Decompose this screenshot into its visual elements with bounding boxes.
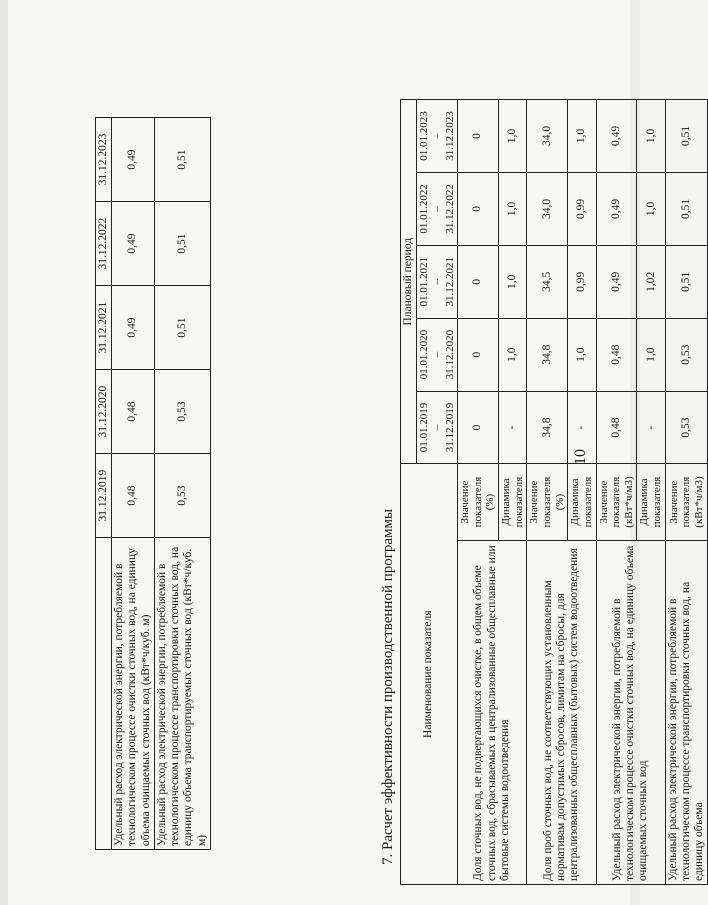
table-cell: 1,0 <box>637 318 665 391</box>
table-cell: 0 <box>458 391 499 464</box>
table-cell: 0 <box>458 318 499 391</box>
table-row <box>596 100 637 885</box>
table-cell: 34,0 <box>527 172 568 245</box>
header-blank-cell <box>96 538 112 850</box>
table-cell: 0,49 <box>112 202 155 286</box>
table-cell: 1,0 <box>568 318 596 391</box>
table-cell: 1,0 <box>499 100 527 173</box>
table-row <box>665 100 708 885</box>
table-cell: 34,8 <box>527 391 568 464</box>
table-cell: 0,48 <box>112 370 155 454</box>
efficiency-table <box>400 99 708 885</box>
efficiency-header-row-1 <box>401 100 417 885</box>
period-header: 01.01.2020 – 31.12.2020 <box>417 318 458 391</box>
table-cell: 34,5 <box>527 245 568 318</box>
year-header: 31.12.2019 <box>96 454 112 538</box>
table-cell: - <box>568 391 596 464</box>
year-header: 31.12.2021 <box>96 286 112 370</box>
page-number: 10 <box>572 449 589 465</box>
table-cell: 0,48 <box>112 454 155 538</box>
table-row <box>458 100 499 885</box>
table-cell: 0,48 <box>596 318 637 391</box>
period-header: 01.01.2023 – 31.12.2023 <box>417 100 458 173</box>
name-header: Наименование показателя <box>401 464 458 885</box>
table-cell: - <box>637 391 665 464</box>
year-header: 31.12.2020 <box>96 370 112 454</box>
table-cell: 1,02 <box>637 245 665 318</box>
period-header: 01.01.2021 – 31.12.2021 <box>417 245 458 318</box>
indicator-kind: Значение показателя (%) <box>527 464 568 540</box>
table-cell: 0,51 <box>154 202 210 286</box>
period-header: 01.01.2022 – 31.12.2022 <box>417 172 458 245</box>
table-cell: 0,51 <box>154 286 210 370</box>
table-cell: 0,51 <box>665 100 708 173</box>
table-cell: 0,51 <box>665 245 708 318</box>
table-cell: 34,0 <box>527 100 568 173</box>
indicator-name: Доля сточных вод, не подвергающихся очистке, в общем объеме сточных вод, сбрасываемых в централизованные общесплавные или бытовые системы водоотведения <box>458 540 527 884</box>
indicator-kind: Динамика показателя <box>637 464 665 540</box>
row-name: Удельный расход электрической энергии, потребляемой в технологическом процессе транспортировки сточных вод, на единицу объема транспортируемых сточных вод (кВт*ч/куб. м) <box>154 538 210 850</box>
section-title: 7. Расчет эффективности производственной программы <box>380 508 396 865</box>
year-header: 31.12.2022 <box>96 202 112 286</box>
indicator-kind: Динамика показателя <box>499 464 527 540</box>
table-cell: 34,8 <box>527 318 568 391</box>
table-cell: 1,0 <box>499 245 527 318</box>
table-cell: 0,53 <box>665 391 708 464</box>
table-cell: 1,0 <box>499 318 527 391</box>
indicator-kind: Значение показателя (%) <box>458 464 499 540</box>
energy-table-header <box>96 118 112 850</box>
table-cell: 0,51 <box>665 172 708 245</box>
indicator-name: Доля проб сточных вод, не соответствующих установленным нормативам допустимых сбросов, лимитам на сбросы, для централизованных общесплавных (бытовых) систем водоотведения <box>527 540 596 884</box>
indicator-name: Удельный расход электрической энергии, потребляемой в технологическом процессе транспортировки сточных вод, на единицу объема <box>665 540 708 884</box>
table-cell: 0,49 <box>112 118 155 202</box>
indicator-kind: Значение показателя (кВт*ч/м3) <box>665 464 708 540</box>
table-cell: 0,53 <box>665 318 708 391</box>
table-cell: - <box>499 391 527 464</box>
indicator-kind: Динамика показателя <box>568 464 596 540</box>
table-cell: 1,0 <box>499 172 527 245</box>
table-cell: 0,53 <box>154 454 210 538</box>
table-row <box>527 100 568 885</box>
table-cell: 0,51 <box>154 118 210 202</box>
energy-table <box>95 117 211 850</box>
period-header: 01.01.2019 – 31.12.2019 <box>417 391 458 464</box>
table-cell: 1,0 <box>637 172 665 245</box>
table-cell: 0,48 <box>596 391 637 464</box>
planned-period-header: Плановый период <box>401 100 417 464</box>
table-cell: 0,49 <box>596 245 637 318</box>
table-cell: 0,99 <box>568 172 596 245</box>
row-name: Удельный расход электрической энергии, потребляемой в технологическом процессе очистки сточных вод, на единицу объема очищаемых сточных вод (кВт*ч/куб. м) <box>112 538 155 850</box>
table-cell: 0,49 <box>596 172 637 245</box>
table-cell: 0,49 <box>596 100 637 173</box>
table-cell: 1,0 <box>568 100 596 173</box>
indicator-name: Удельный расход электрической энергии, потребляемой в технологическом процессе очистки сточных вод, на единицу объема очищаемых сточных вод <box>596 540 665 884</box>
year-header: 31.12.2023 <box>96 118 112 202</box>
table-cell: 1,0 <box>637 100 665 173</box>
table-cell: 0 <box>458 245 499 318</box>
table-cell: 0 <box>458 172 499 245</box>
indicator-kind: Значение показателя (кВт*ч/м3) <box>596 464 637 540</box>
table-cell: 0,49 <box>112 286 155 370</box>
table-row <box>154 118 210 850</box>
table-cell: 0,99 <box>568 245 596 318</box>
table-row <box>112 118 155 850</box>
table-cell: 0,53 <box>154 370 210 454</box>
table-cell: 0 <box>458 100 499 173</box>
